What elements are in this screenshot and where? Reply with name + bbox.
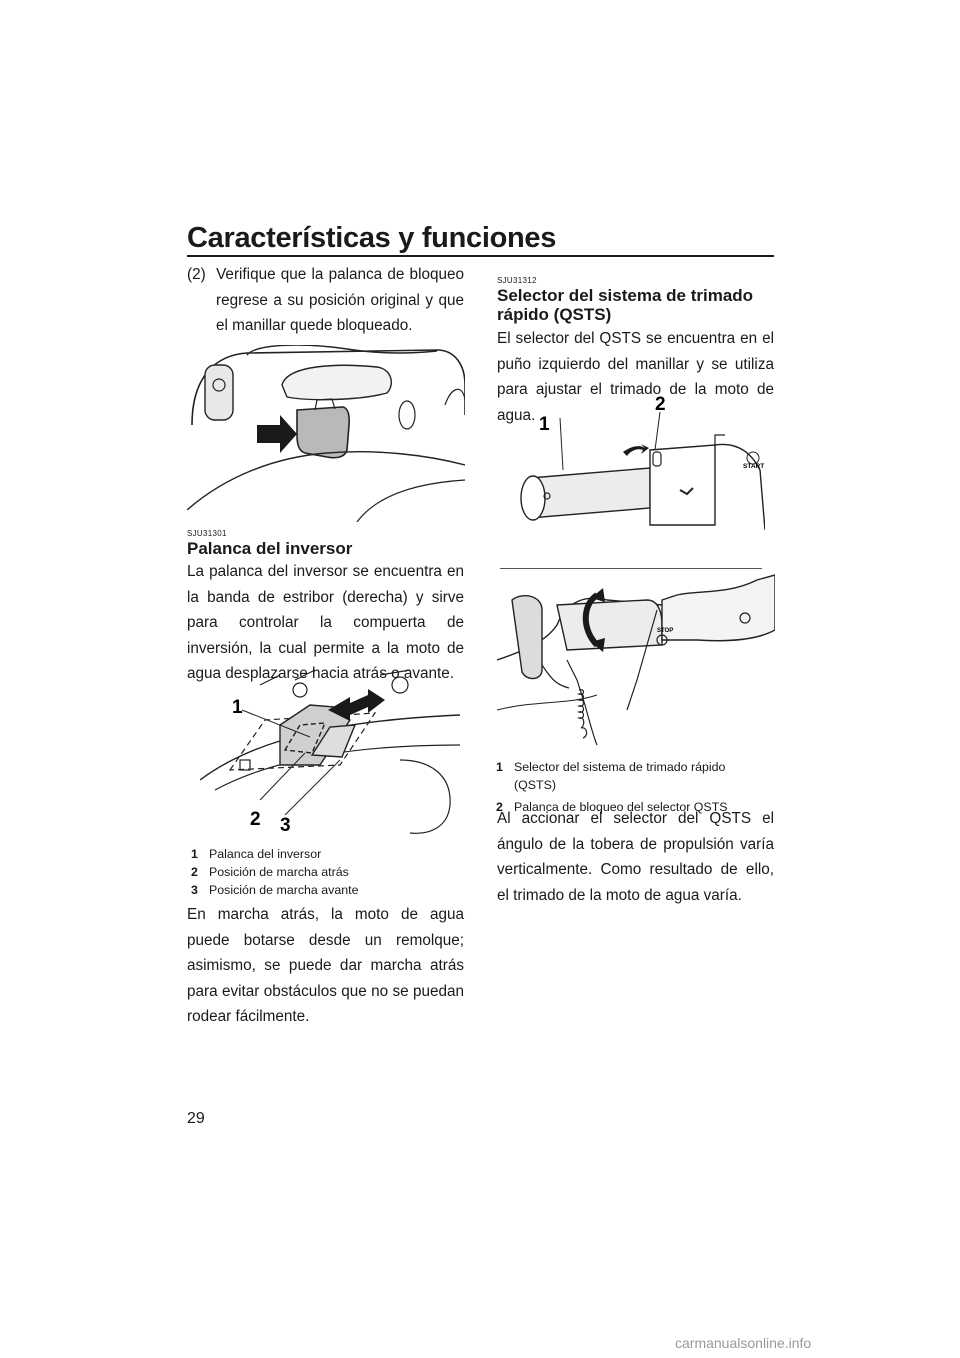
- callout-2: 2: [250, 809, 261, 830]
- start-label: START: [743, 463, 765, 470]
- callout-3: 3: [280, 815, 291, 836]
- stop-label: STOP: [657, 628, 674, 634]
- figure-qsts-operation: [497, 570, 775, 750]
- callout-1: 1: [232, 697, 243, 718]
- page-title: Características y funciones: [187, 222, 557, 254]
- figure-reverse-lever: [200, 665, 460, 840]
- figure-handlebar-lock: [187, 345, 465, 522]
- watermark: carmanualsonline.info: [675, 1335, 812, 1351]
- section-code: SJU31312: [497, 276, 537, 285]
- step-text: Verifique que la palanca de bloqueo regrese a su posición original y que el manillar quede bloqueado.: [216, 266, 465, 334]
- captions-left: [191, 845, 460, 899]
- step-2: [187, 262, 464, 339]
- caption-row: 3 Posición de marcha avante: [191, 883, 359, 897]
- caption-row: 1 Palanca del inversor: [191, 847, 322, 861]
- section-title-inversor: Palanca del inversor: [187, 539, 353, 558]
- callout-2: 2: [655, 394, 666, 415]
- paragraph-qsts: Al accionar el selector del QSTS el ángulo de la tobera de propulsión varía verticalmente. Como resultado de ello, el trimado de la moto de agua varía.: [497, 810, 774, 904]
- caption-row: 2 Palanca de bloqueo del selector QSTS: [496, 800, 728, 814]
- section-body-qsts: El selector del QSTS se encuentra en el puño izquierdo del manillar y se utiliza para ajustar el trimado de la moto de agua.: [497, 330, 774, 424]
- section-title-qsts: Selector del sistema de trimado rápido (QSTS): [497, 286, 754, 324]
- section-code: SJU31301: [187, 529, 227, 538]
- figure-qsts-grip: [515, 390, 765, 530]
- step-label: (2): [187, 266, 206, 283]
- caption-row: 2 Posición de marcha atrás: [191, 865, 349, 879]
- paragraph-reverse: En marcha atrás, la moto de agua puede botarse desde un remolque; asimismo, se puede dar marcha atrás para evitar obstáculos que no se puedan rodear fácilmente.: [187, 906, 464, 1025]
- figure-divider: [500, 568, 762, 569]
- callout-1: 1: [539, 414, 550, 435]
- caption-row: 1 Selector del sistema de trimado rápido (QSTS): [496, 760, 726, 792]
- header-rule: [187, 255, 774, 257]
- page-number: 29: [187, 1110, 205, 1127]
- section-body-inversor: La palanca del inversor se encuentra en la banda de estribor (derecha) y sirve para controlar la compuerta de inversión, la cual permite a la moto de agua desplazarse hacia atrás o avante.: [187, 563, 464, 682]
